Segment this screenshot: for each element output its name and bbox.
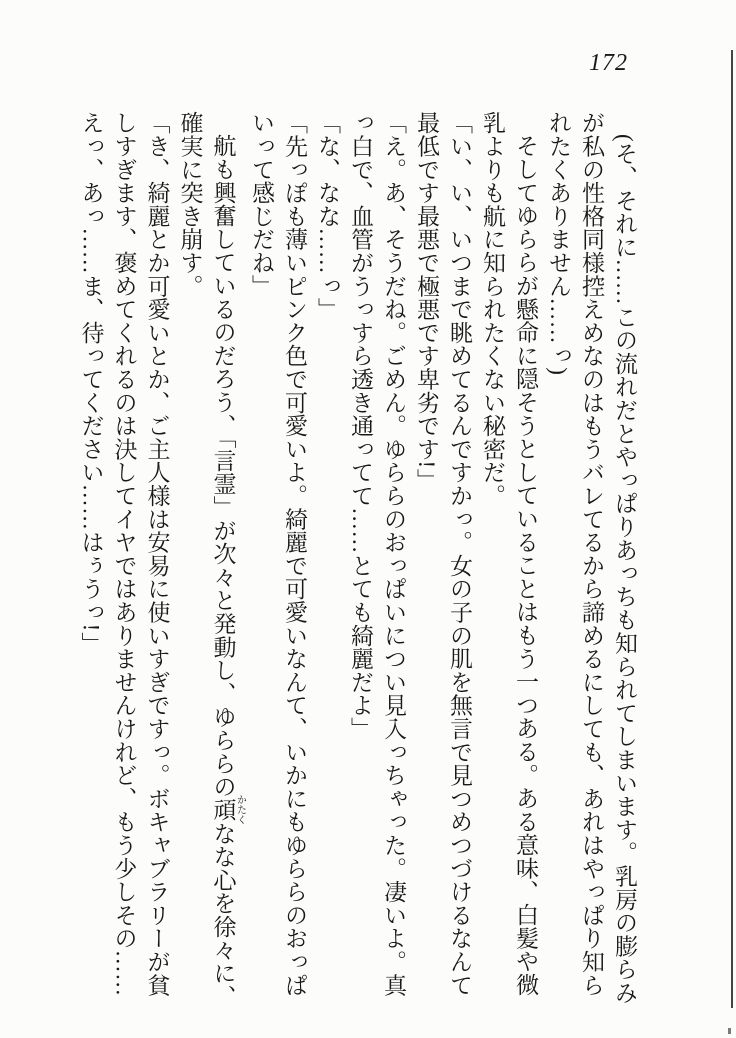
text-line: が私の性格同様控えめなのはもうバレてるから諦めるにしても、あれはやっぱり知ら [579,111,604,997]
text-line: れたくありません……っ) [546,111,571,376]
page-edge-line [731,50,733,1008]
text-line: 「い、い、いつまで眺めてるんですかっ。女の子の肌を無言で見つめつづけるなんて [447,111,472,997]
text-line: 「先っぽも薄いピンク色で可愛いよ。綺麗で可愛いなんて、いかにもゆららのおっぱ [282,111,307,997]
text-line: 「な、なな……っ」 [315,111,340,321]
text-line: しすぎます、褒めてくれるのは決してイヤではありませんけれど、もう少しその…… [111,111,137,997]
text-line: そしてゆららが懸命に隠そうとしていることはもう一つある。ある意味、白髪や微 [513,134,538,997]
text-line: 確実に突き崩す。 [177,111,203,298]
text-line: っ白で、血管がうっすら透き通ってて……とても綺麗だよ」 [348,111,373,741]
text-block [80,111,641,1012]
text-line: (そ、それに……この流れだとやっぱりあっちも知られてしまいます。乳房の膨らみ [612,134,637,1005]
text-line: 「き、綺麗とか可愛いとか、ご主人様は安易に使いすぎですっ。ボキャブラリーが貧 [144,111,170,997]
text-line: 航も興奮しているのだろう、「言霊」が次々と発動し、ゆららの頑 かたくなな心を徐々に、 [210,134,246,1008]
page-edge-mark [728,1028,731,1034]
text-line: 最低です最悪で極悪です卑劣です!」 [414,111,439,492]
text-line: えっ、あっ……ま、待ってください……はぅうっ!」 [78,111,104,655]
text-line: 乳よりも航に知られたくない秘密だ。 [480,111,505,508]
page-number: 172 [589,50,628,76]
text-line: 「え。あ、そうだね。ごめん。ゆららのおっぱいについ見入っちゃった。凄いよ。真 [381,111,406,997]
text-line: いって感じだね」 [249,111,274,298]
